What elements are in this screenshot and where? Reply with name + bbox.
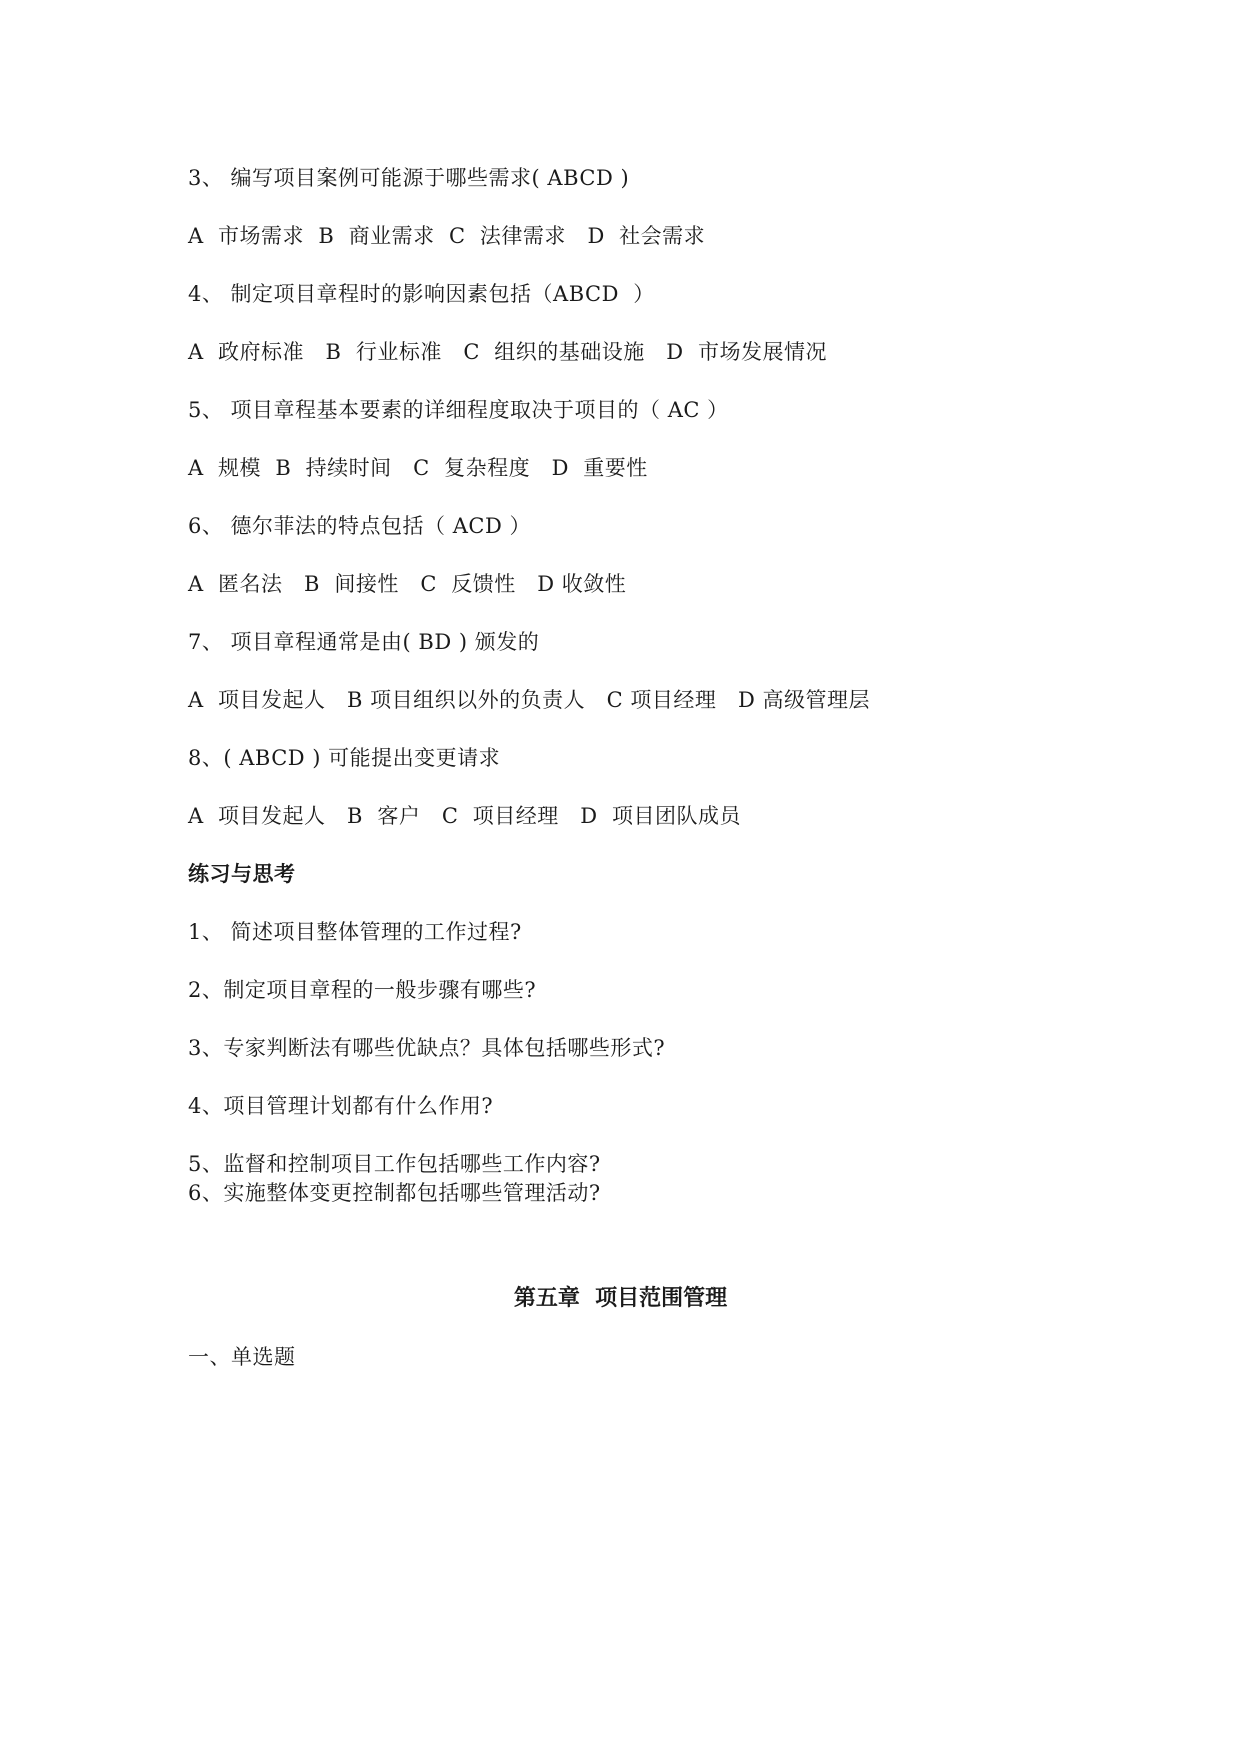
exercise-question-4: 4、项目管理计划都有什么作用? xyxy=(188,1094,494,1118)
question-4: 4、 制定项目章程时的影响因素包括（ABCD ） xyxy=(188,282,655,306)
exercise-heading: 练习与思考 xyxy=(188,862,296,886)
question-8-options: A 项目发起人 B 客户 C 项目经理 D 项目团队成员 xyxy=(188,804,741,828)
question-8: 8、( ABCD ) 可能提出变更请求 xyxy=(188,746,501,770)
question-5: 5、 项目章程基本要素的详细程度取决于项目的（ AC ） xyxy=(188,398,729,422)
question-7-options: A 项目发起人 B 项目组织以外的负责人 C 项目经理 D 高级管理层 xyxy=(188,688,870,712)
question-7: 7、 项目章程通常是由( BD ) 颁发的 xyxy=(188,630,540,654)
exercise-question-1: 1、 简述项目整体管理的工作过程? xyxy=(188,920,522,944)
question-4-options: A 政府标准 B 行业标准 C 组织的基础设施 D 市场发展情况 xyxy=(188,340,827,364)
section-heading: 一、单选题 xyxy=(188,1345,296,1369)
exercise-question-2: 2、制定项目章程的一般步骤有哪些? xyxy=(188,978,537,1002)
exercise-question-3: 3、专家判断法有哪些优缺点？具体包括哪些形式? xyxy=(188,1036,666,1060)
question-3: 3、 编写项目案例可能源于哪些需求( ABCD ) xyxy=(188,166,630,190)
question-6-options: A 匿名法 B 间接性 C 反馈性 D 收敛性 xyxy=(188,572,627,596)
exercise-question-6: 6、实施整体变更控制都包括哪些管理活动? xyxy=(188,1181,601,1205)
exercise-question-5: 5、监督和控制项目工作包括哪些工作内容? xyxy=(188,1152,601,1176)
question-6: 6、 德尔菲法的特点包括（ ACD ） xyxy=(188,514,531,538)
question-5-options: A 规模 B 持续时间 C 复杂程度 D 重要性 xyxy=(188,456,648,480)
question-3-options: A 市场需求 B 商业需求 C 法律需求 D 社会需求 xyxy=(188,224,706,248)
chapter-title: 第五章 项目范围管理 xyxy=(513,1286,728,1311)
